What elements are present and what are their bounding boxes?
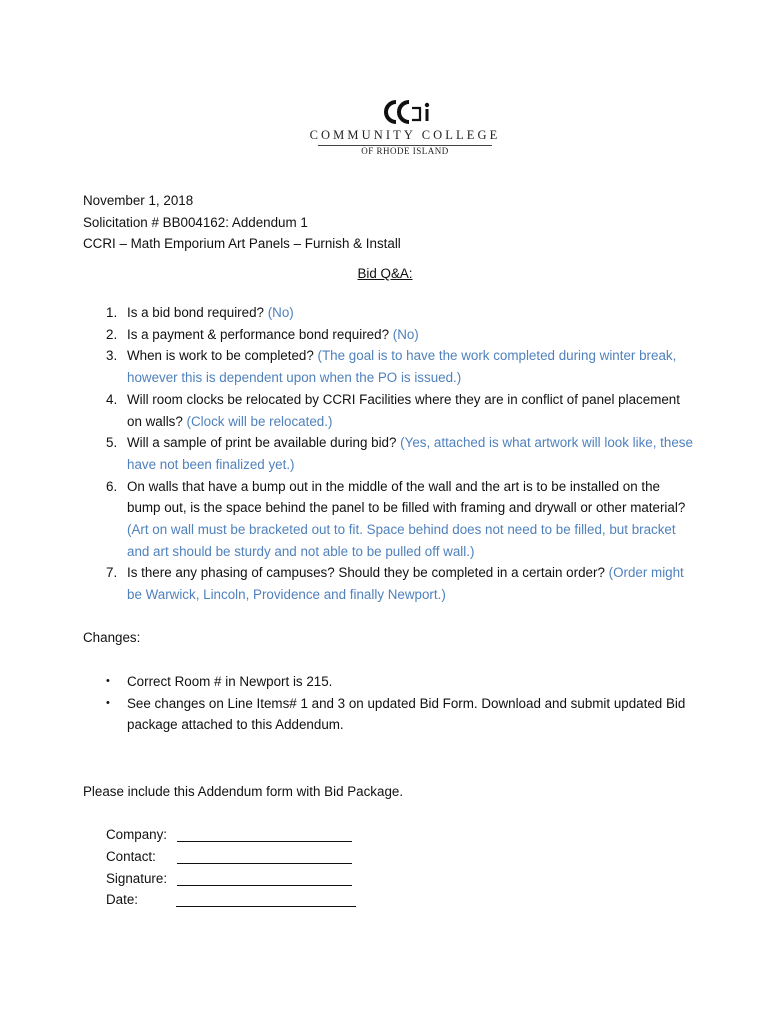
- change-item: [106, 671, 696, 693]
- date-field[interactable]: [176, 906, 356, 907]
- company-row: [106, 824, 366, 846]
- qa-item-number: 5.: [106, 435, 118, 451]
- qa-list: [106, 302, 696, 606]
- date-row: [106, 889, 366, 911]
- qa-answer: (No): [392, 326, 419, 342]
- instruction-note: Please include this Addendum form with Bid Package.: [83, 784, 404, 799]
- qa-item-number: 7.: [106, 565, 118, 581]
- qa-item-number: 3.: [106, 348, 118, 364]
- qa-item: [106, 476, 696, 563]
- ccri-logo-mark: [376, 98, 436, 126]
- signature-form: [106, 824, 366, 911]
- qa-answer: (Clock will be relocated.): [186, 413, 333, 429]
- qa-question: When is work to be completed?: [127, 348, 318, 364]
- changes-section-title: Changes:: [83, 630, 141, 645]
- qa-item: [106, 324, 696, 346]
- contact-field[interactable]: [177, 863, 352, 864]
- qa-title-text: Bid Q&A:: [357, 266, 413, 281]
- document-header: [83, 190, 401, 255]
- qa-item-number: 4.: [106, 391, 118, 407]
- qa-question: Will a sample of print be available during bid?: [127, 435, 401, 451]
- bullet-icon: •: [106, 675, 110, 687]
- logo-college-name: COMMUNITY COLLEGE: [309, 128, 501, 142]
- qa-question: On walls that have a bump out in the middle of the wall and the art is to be installed on the bump out, is the space behind the panel to be filled with framing and drywall or other material?: [127, 478, 686, 516]
- qa-answer: (Order might be Warwick, Lincoln, Providence and finally Newport.): [127, 565, 684, 603]
- qa-answer: (Art on wall must be bracketed out to fit. Space behind does not need to be filled, but bracket and art should be sturdy and not able to be pulled off wall.): [127, 522, 676, 559]
- change-text: See changes on Line Items# 1 and 3 on updated Bid Form. Download and submit updated Bid package attached to this Addendum.: [127, 695, 686, 733]
- qa-item: [106, 345, 696, 388]
- contact-label: Contact:: [106, 848, 156, 864]
- signature-label: Signature:: [106, 870, 168, 886]
- qa-question: Will room clocks be relocated by CCRI Facilities where they are in conflict of panel placement on walls?: [127, 391, 680, 429]
- qa-item-number: 6.: [106, 478, 118, 494]
- company-label: Company:: [106, 827, 168, 842]
- qa-item: [106, 389, 696, 432]
- qa-section-title: [0, 264, 770, 284]
- qa-question: Is a payment & performance bond required?: [127, 326, 393, 342]
- qa-item: [106, 562, 696, 605]
- qa-item-number: 1.: [106, 305, 118, 320]
- document-date: November 1, 2018: [83, 193, 194, 208]
- qa-item: [106, 302, 696, 324]
- qa-question: Is a bid bond required?: [127, 305, 268, 320]
- contact-row: [106, 846, 366, 868]
- company-field[interactable]: [177, 841, 352, 842]
- change-text: Correct Room # in Newport is 215.: [127, 674, 333, 689]
- logo-state-name: OF RHODE ISLAND: [361, 146, 449, 156]
- signature-row: [106, 868, 366, 890]
- change-item: [106, 693, 696, 736]
- qa-item: [106, 432, 696, 475]
- changes-list: [106, 671, 696, 736]
- qa-answer: (Yes, attached is what artwork will look like, these have not been finalized yet.): [127, 435, 693, 472]
- qa-question: Is there any phasing of campuses? Should they be completed in a certain order?: [127, 565, 609, 581]
- qa-answer: (The goal is to have the work completed during winter break, however this is dependent upon when the PO is issued.): [127, 348, 677, 386]
- bullet-icon: •: [106, 696, 110, 709]
- qa-item-number: 2.: [106, 326, 118, 342]
- solicitation-number: Solicitation # BB004162: Addendum 1: [83, 214, 308, 230]
- date-label: Date:: [106, 892, 139, 908]
- college-logo: [290, 98, 520, 158]
- qa-answer: (No): [267, 305, 294, 320]
- project-title: CCRI – Math Emporium Art Panels – Furnish & Install: [83, 236, 401, 252]
- signature-field[interactable]: [177, 885, 352, 886]
